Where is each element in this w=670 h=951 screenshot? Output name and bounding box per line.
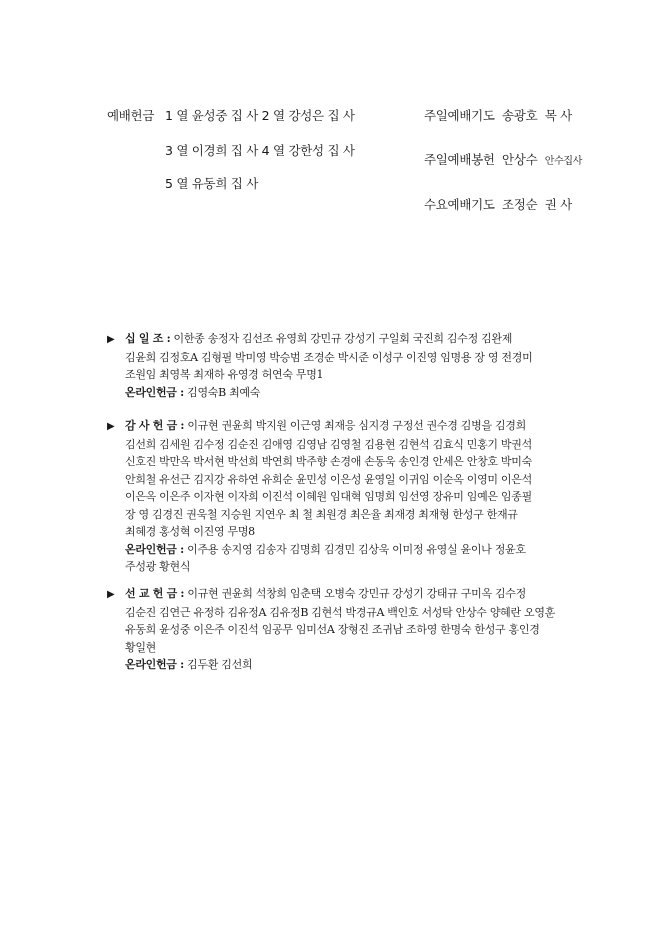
role-name: 송광호 bbox=[502, 108, 538, 123]
thanks-line: 이은옥 이은주 이자현 이자희 이진석 이혜원 임대혁 임명희 임선영 장유미 임예은 임종필 bbox=[125, 490, 532, 503]
role-name: 조정순 bbox=[502, 197, 538, 212]
thanks-section bbox=[107, 417, 577, 576]
role-row-prayer-wednesday bbox=[424, 195, 572, 213]
tithe-heading: 십 일 조 : bbox=[125, 332, 171, 345]
role-label: 수요예배기도 bbox=[424, 197, 495, 212]
thanks-line: 장 영 김경진 권욱철 지승원 지연우 최 철 최원경 최은율 최재경 최재형 한성구 한재규 bbox=[125, 507, 518, 521]
arrow-icon: ▶ bbox=[107, 421, 115, 432]
mission-line: 이규현 권윤희 석창희 임춘택 오병숙 강민규 강성기 강태규 구미옥 김수정 bbox=[187, 587, 526, 600]
tithe-line: 이한종 송정자 김선조 유영희 강민규 강성기 구일회 국진희 김수정 김완제 bbox=[173, 332, 513, 345]
offering-label: 예배헌금 bbox=[107, 108, 155, 123]
arrow-icon: ▶ bbox=[107, 589, 115, 600]
role-title: 목 사 bbox=[544, 108, 572, 123]
thanks-heading: 감 사 헌 금 : bbox=[125, 419, 185, 432]
offering-row-3: 5 열 유동희 집 사 bbox=[165, 176, 258, 191]
online-offering-names: 주성광 황현식 bbox=[125, 560, 191, 573]
role-title: 권 사 bbox=[544, 197, 572, 212]
offering-row-2: 3 열 이경희 집 사 4 열 강한성 집 사 bbox=[165, 143, 355, 158]
tithe-section bbox=[107, 330, 577, 401]
tithe-line: 김윤희 김정호A 김형필 박미영 박승범 조경순 박시준 이성구 이진영 임명용 장 영 전경미 bbox=[125, 350, 533, 364]
online-offering-label: 온라인헌금 : bbox=[125, 542, 184, 556]
offering-row-1: 1 열 윤성중 집 사 2 열 강성은 집 사 bbox=[165, 108, 355, 123]
mission-line: 김순진 김연근 유정하 김유정A 김유정B 김현석 박경규A 백인호 서성탁 안상수 양혜란 오영훈 bbox=[125, 605, 555, 619]
thanks-line: 신호진 박만옥 박서현 박선희 박연희 박주향 손경애 손동욱 송인경 안세은 안창호 박미숙 bbox=[125, 455, 532, 468]
role-row-prayer-sunday bbox=[424, 106, 572, 124]
online-offering-label: 온라인헌금 : bbox=[125, 385, 184, 399]
mission-line: 유동희 윤성중 이은주 이진석 임공무 임미선A 장형진 조귀남 조하영 한명숙 한성구 홍인경 bbox=[125, 623, 540, 636]
online-offering-label: 온라인헌금 : bbox=[125, 658, 184, 671]
online-offering-names: 김두환 김선희 bbox=[187, 658, 253, 671]
arrow-icon: ▶ bbox=[107, 334, 115, 345]
role-label: 주일예배기도 bbox=[424, 108, 495, 123]
role-name: 안상수 bbox=[502, 152, 538, 167]
thanks-line: 이규현 권윤희 박지원 이근영 최재응 심지경 구정선 권수경 김병을 김경희 bbox=[187, 419, 526, 432]
mission-line: 황일현 bbox=[125, 640, 156, 654]
thanks-line: 안희철 유선근 김지강 유하연 유희순 윤민성 이은성 윤영일 이귀임 이순옥 이영미 이은석 bbox=[125, 472, 532, 486]
thanks-line: 최혜경 홍성혁 이진영 무명8 bbox=[125, 525, 255, 538]
online-offering-names: 이주용 송지영 김송자 김명희 김경민 김상욱 이미정 유영실 윤이나 정윤호 bbox=[187, 542, 526, 556]
role-title: 안수집사 bbox=[544, 156, 583, 167]
mission-heading: 선 교 헌 금 : bbox=[125, 587, 185, 600]
role-label: 주일예배봉헌 bbox=[424, 152, 495, 167]
mission-section bbox=[107, 585, 577, 674]
role-row-offering-sunday bbox=[424, 150, 582, 168]
thanks-line: 김선희 김세원 김수정 김순진 김애영 김영남 김영철 김용현 김현석 김효식 민홍기 박권석 bbox=[125, 437, 532, 451]
tithe-line: 조원임 최영복 최재하 유영경 허연숙 무명1 bbox=[125, 368, 324, 381]
online-offering-names: 김영숙B 최예숙 bbox=[187, 385, 261, 399]
